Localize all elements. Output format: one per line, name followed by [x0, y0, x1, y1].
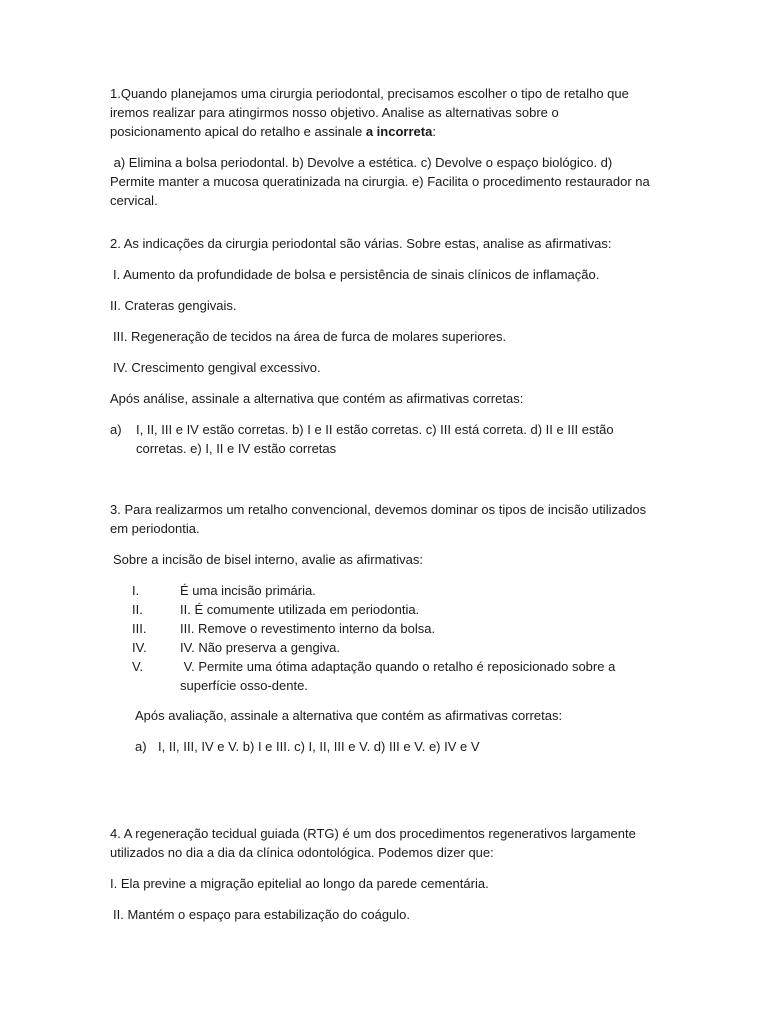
q3-statement: [132, 638, 632, 657]
q3-statement: [132, 581, 632, 600]
q3-stem: 3. Para realizarmos um retalho convencional, devemos dominar os tipos de incisão utilizados em periodontia.: [110, 502, 647, 536]
q1-stem-text: 1.Quando planejamos uma cirurgia periodontal, precisamos escolher o tipo de retalho que iremos realizar para atingirmos nosso objetivo. Analise as alternativas sobre o posicionamento apical do retalho e assinale: [110, 86, 629, 139]
q2-item-4: IV. Crescimento gengival excessivo.: [113, 360, 321, 375]
q3-statement-text: É uma incisão primária.: [180, 583, 316, 598]
q1-options: [110, 153, 650, 210]
q2-options-text: I, II, III e IV estão corretas. b) I e II estão corretas. c) III está correta. d) II e III estão corretas. e) I, II e IV estão corretas: [136, 422, 614, 456]
q3-statement-text: IV. Não preserva a gengiva.: [180, 640, 340, 655]
q2-options-label: a): [110, 422, 122, 437]
q3-options-label: a): [135, 739, 147, 754]
q3-statement-number: IV.: [132, 640, 147, 655]
q3-statement-number: I.: [132, 583, 140, 598]
q2-item-3: III. Regeneração de tecidos na área de furca de molares superiores.: [113, 329, 507, 344]
q3-instruction: Após avaliação, assinale a alternativa que contém as afirmativas corretas:: [135, 708, 563, 723]
q3-statement: [132, 657, 632, 695]
q3-statement-number: V.: [132, 659, 144, 674]
q4-stem: 4. A regeneração tecidual guiada (RTG) é um dos procedimentos regenerativos largamente utilizados no dia a dia da clínica odontológica. Podemos dizer que:: [110, 826, 636, 860]
q4-item-2: II. Mantém o espaço para estabilização do coágulo.: [113, 907, 411, 922]
q2-instruction: Após análise, assinale a alternativa que contém as afirmativas corretas:: [110, 391, 524, 406]
q3-statement: [132, 600, 632, 619]
q3-statement-number: III.: [132, 621, 147, 636]
q3-intro: Sobre a incisão de bisel interno, avalie as afirmativas:: [113, 552, 423, 567]
q3-statement-text: III. Remove o revestimento interno da bolsa.: [180, 621, 436, 636]
q3-statement-text: II. É comumente utilizada em periodontia.: [180, 602, 420, 617]
q1-stem-end: :: [432, 124, 436, 139]
q3-options: [135, 737, 635, 756]
q2-item-2: II. Crateras gengivais.: [110, 298, 237, 313]
q3-statement-number: II.: [132, 602, 143, 617]
q4-item-1: I. Ela previne a migração epitelial ao longo da parede cementária.: [110, 876, 489, 891]
q3-statement: [132, 619, 632, 638]
q3-statement-text: V. Permite uma ótima adaptação quando o retalho é reposicionado sobre a superfície osso-dente.: [180, 659, 619, 693]
q3-statement-list: [132, 581, 632, 695]
q2-stem: 2. As indicações da cirurgia periodontal são várias. Sobre estas, analise as afirmativas:: [110, 236, 612, 251]
q1-stem: [110, 84, 650, 141]
q1-options-text: a) Elimina a bolsa periodontal. b) Devolve a estética. c) Devolve o espaço biológico. d) Permite manter a mucosa queratinizada na cirurgia. e) Facilita o procedimento restaurador na cervical.: [110, 155, 650, 208]
q1-stem-bold: a incorreta: [365, 124, 433, 139]
q2-item-1: I. Aumento da profundidade de bolsa e persistência de sinais clínicos de inflamação.: [113, 267, 600, 282]
q3-options-text: I, II, III, IV e V. b) I e III. c) I, II, III e V. d) III e V. e) IV e V: [158, 739, 480, 754]
q2-options: [110, 420, 656, 458]
